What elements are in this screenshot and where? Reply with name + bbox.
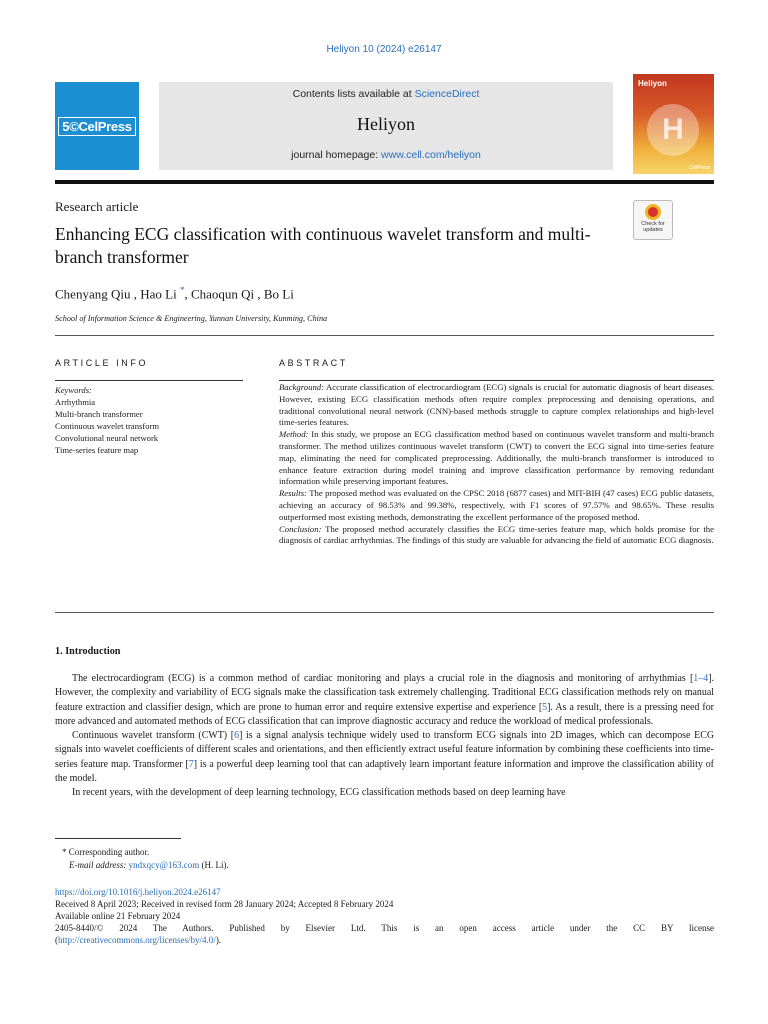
paragraph — [55, 672, 714, 729]
abstract-background — [279, 382, 714, 429]
keyword-item: Continuous wavelet transform — [55, 421, 160, 431]
footnotes — [62, 846, 229, 871]
abstract-text: The proposed method accurately classifies the ECG time-series feature map, which holds promise for the diagnosis of cardiac arrhythmias. The findings of this study are valuable for advancing the field of automatic ECG diagnosis. — [279, 523, 715, 546]
check-updates-line2: updates — [643, 227, 663, 233]
citation-link[interactable]: 1–4 — [693, 673, 709, 684]
header-divider — [55, 180, 714, 184]
check-for-updates-button[interactable] — [633, 200, 673, 240]
sciencedirect-link[interactable]: ScienceDirect — [414, 88, 480, 100]
journal-info-box — [159, 82, 613, 170]
author-name[interactable]: Chaoqun Qi — [190, 286, 255, 302]
paragraph-text: The electrocardiogram (ECG) is a common method of cardiac monitoring and plays a crucial role in the diagnosis and monitoring of arrhythmias [ — [72, 673, 694, 684]
author-list: Chenyang Qiu , Hao Li *, Chaoqun Qi , Bo Li — [55, 285, 294, 302]
license-paren: ). — [215, 934, 222, 945]
received-dates: Received 8 April 2023; Received in revised form 28 January 2024; Accepted 8 February 2024 — [55, 898, 394, 909]
abstract-text: Accurate classification of electrocardiogram (ECG) signals is crucial for automatic diagnosis of heart diseases. However, existing ECG classification methods often require complex preprocessing and denoising operations, and traditional convolutional neural network (CNN)-based methods struggle to capture complex relationships and high-level time-series features. — [279, 382, 714, 428]
abstract-conclusion — [279, 524, 714, 548]
article-info-heading: ARTICLE INFO — [55, 358, 149, 368]
abstract-heading: ABSTRACT — [279, 358, 348, 368]
paragraph-text: ] is a signal analysis technique widely used to transform ECG signals into 2D images, which can decompose ECG signals into wavelet coefficients of different scales and orientations, and then efficiently extract useful feature information by combining these coefficients into time-series feature map. Transformer [ — [55, 730, 714, 770]
divider — [55, 335, 714, 336]
abstract-label: Conclusion: — [279, 523, 322, 534]
cover-publisher: CellPress — [688, 165, 710, 171]
paper-title: Enhancing ECG classification with continuous wavelet transform and multi-branch transformer — [55, 224, 591, 267]
affiliation: School of Information Science & Engineering, Yunnan University, Kunming, China — [55, 314, 328, 323]
introduction-body — [55, 672, 714, 801]
cover-letter: H — [662, 113, 684, 146]
paragraph-text: ]. As a result, there is a pressing need for more advanced and automated methods of ECG classification that can improve diagnostic accuracy and reduce the workload of medical professionals. — [55, 701, 714, 727]
keywords-list — [55, 384, 159, 456]
email-line — [62, 859, 229, 872]
journal-reference[interactable]: Heliyon 10 (2024) e26147 — [326, 44, 442, 55]
cellpress-logo[interactable] — [55, 82, 139, 170]
journal-header — [55, 74, 714, 178]
keywords-label: Keywords: — [55, 385, 92, 395]
divider — [55, 380, 243, 381]
check-updates-text — [634, 221, 672, 233]
abstract-results — [279, 488, 714, 523]
divider — [55, 612, 714, 613]
abstract-text: The proposed method was evaluated on the CPSC 2018 (6877 cases) and MIT-BIH (47 cases) ECG public datasets, achieving an accuracy of 98.53% and 99.38%, respectively, with F1 scores of 97.57% and 98.65%. These results outperformed most existing methods, demonstrating the excellent performance of the proposed method. — [279, 488, 714, 522]
keyword-item: Convolutional neural network — [55, 433, 159, 443]
email-label: E-mail address: — [69, 859, 127, 870]
doi-link[interactable]: https://doi.org/10.1016/j.heliyon.2024.e26147 — [55, 887, 221, 897]
abstract-label: Results: — [279, 488, 307, 499]
bookmark-icon — [645, 204, 661, 220]
check-updates-line1: Check for — [641, 221, 665, 227]
contents-prefix: Contents lists available at — [292, 88, 415, 100]
keyword-item: Arrhythmia — [55, 397, 96, 407]
article-metadata — [55, 887, 714, 947]
journal-cover-image[interactable] — [633, 74, 714, 174]
abstract-label: Background: — [279, 382, 325, 392]
author-name[interactable]: Bo Li — [263, 286, 294, 302]
article-type: Research article — [55, 199, 139, 214]
journal-homepage-link[interactable]: www.cell.com/heliyon — [381, 149, 481, 161]
journal-name: Heliyon — [357, 114, 415, 134]
section-heading-introduction: 1. Introduction — [55, 646, 121, 657]
license-link[interactable]: http://creativecommons.org/licenses/by/4.0/ — [58, 934, 216, 945]
homepage-prefix: journal homepage: — [291, 149, 382, 161]
homepage-line — [159, 149, 613, 161]
corresponding-author-mark[interactable]: * — [179, 285, 185, 295]
license-paren: ( — [55, 934, 58, 945]
paragraph: In recent years, with the development of deep learning technology, ECG classification methods based on deep learning have — [72, 787, 566, 799]
corresponding-author-note: * Corresponding author. — [62, 847, 150, 857]
abstract-text: In this study, we propose an ECG classification method based on continuous wavelet transform and multi-branch transformer. The method utilizes continuous wavelet transform (CWT) to convert the ECG signal into time-series feature map, eliminating the need for complicated preprocessing. Additionally, the multi-branch transformer is introduced to enhance feature extraction during model training and improve classification performance by removing redundant information while preserving important features. — [279, 429, 714, 487]
email-link[interactable]: yndxqcy@163.com — [128, 859, 200, 870]
contents-line — [159, 88, 613, 100]
footnote-divider — [55, 838, 181, 839]
paragraph-text: ]. However, the complexity and variability of ECG signals make the classification task extremely challenging. Traditional ECG classification methods rely on manual feature extraction and classifier design, which are prone to human error and require extensive expertise and experience [ — [55, 673, 714, 713]
author-name[interactable]: Hao Li — [140, 286, 177, 302]
citation-link[interactable]: 5 — [542, 701, 548, 713]
author-name[interactable]: Chenyang Qiu — [55, 286, 131, 302]
cover-title: Heliyon — [638, 79, 667, 88]
citation-link[interactable]: 7 — [188, 758, 194, 770]
keyword-item: Multi-branch transformer — [55, 409, 143, 419]
available-online: Available online 21 February 2024 — [55, 910, 181, 921]
paragraph — [55, 729, 714, 786]
paragraph-text: ] is a powerful deep learning tool that can adaptively learn important feature information and improve the classification ability of the model. — [55, 758, 714, 785]
paragraph-text: Continuous wavelet transform (CWT) [ — [72, 730, 235, 742]
abstract-label: Method: — [279, 429, 309, 440]
email-suffix: (H. Li). — [201, 859, 229, 870]
citation-link[interactable]: 6 — [234, 730, 240, 742]
abstract-method — [279, 429, 714, 488]
license-statement: 2405-8440/© 2024 The Authors. Published by Elsevier Ltd. This is an open access article under the CC BY license — [55, 922, 714, 933]
cellpress-logo-text: 5©CelPress — [58, 117, 135, 136]
license-url-line — [55, 935, 714, 947]
abstract-body — [279, 382, 714, 547]
keyword-item: Time-series feature map — [55, 445, 139, 455]
divider — [279, 380, 714, 381]
